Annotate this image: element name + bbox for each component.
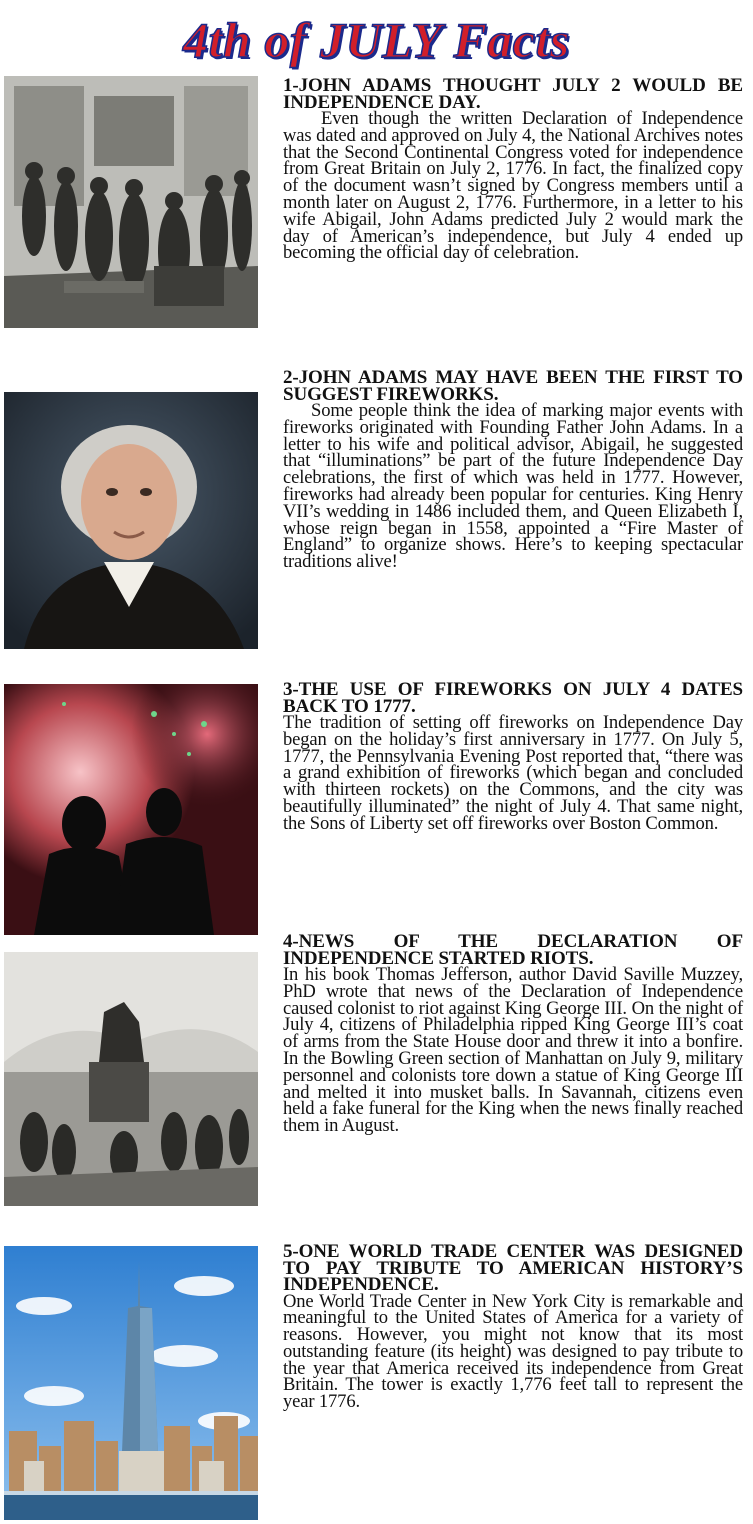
- fact-heading: 1-JOHN ADAMS THOUGHT JULY 2 WOULD BE INDEPENDENCE DAY.: [283, 75, 743, 113]
- declaration-signing-engraving: [4, 76, 258, 328]
- fact-2: [283, 367, 743, 573]
- fact-body: One World Trade Center in New York City is remarkable and meaningful to the United States of America for a variety of reasons. However, you might not know that its most outstanding feature (its height) was designed to pay tribute to the year that America received its independence from Great Britain. The tower is exactly 1,776 feet tall to represent the year 1776.: [283, 1290, 743, 1413]
- statue-riot-engraving: [4, 952, 258, 1206]
- fact-1: [283, 75, 743, 264]
- fact-body: Even though the written Declaration of Independence was dated and approved on July 4, the National Archives notes that the Second Continental Congress voted for independence from Great Britain on July 2, 1776. In fact, the finalized copy of the document wasn’t signed by Congress members until a month later on August 2, 1776. Furthermore, in a letter to his wife Abigail, John Adams predicted July 2 would mark the day of American’s independence, but July 4 ended up becoming the official day of celebration.: [283, 108, 743, 264]
- fact-heading: 5-ONE WORLD TRADE CENTER WAS DESIGNED TO PAY TRIBUTE TO AMERICAN HISTORY’S INDEPENDENCE.: [283, 1241, 743, 1295]
- fact-body: Some people think the idea of marking major events with fireworks originated with Founding Father John Adams. In a letter to his wife and political advisor, Abigail, he suggested that “illuminations” be part of the future Independence Day celebrations, the first of which was held in 1777. However, fireworks had already been popular for centuries. King Henry VII’s wedding in 1486 included them, and Queen Elizabeth I, whose reign began in 1558, appointed a “Fire Master of England” to organize shows. Here’s to keeping spectacular traditions alive!: [283, 400, 743, 573]
- john-adams-portrait: [4, 392, 258, 649]
- fact-5: [283, 1241, 743, 1413]
- page-title: 4th of JULY Facts: [183, 12, 570, 68]
- fact-heading: 4-NEWS OF THE DECLARATION OF INDEPENDENCE STARTED RIOTS.: [283, 931, 743, 969]
- fact-heading: 3-THE USE OF FIREWORKS ON JULY 4 DATES BACK TO 1777.: [283, 679, 743, 717]
- fact-4: [283, 931, 743, 1137]
- fact-3: [283, 679, 743, 834]
- fact-heading: 2-JOHN ADAMS MAY HAVE BEEN THE FIRST TO SUGGEST FIREWORKS.: [283, 367, 743, 405]
- fact-body: The tradition of setting off fireworks on Independence Day began on the holiday’s first anniversary in 1777. On July 5, 1777, the Pennsylvania Evening Post reported that, “there was a grand exhibition of fireworks (which began and concluded with thirteen rockets) on the Commons, and the city was beautifully illuminated” the night of July 4. That same night, the Sons of Liberty set off fireworks over Boston Common.: [283, 712, 743, 834]
- one-world-trade-center-photo: [4, 1246, 258, 1520]
- fact-body: In his book Thomas Jefferson, author David Saville Muzzey, PhD wrote that news of the Declaration of Independence caused colonist to riot against King George III. On the night of July 4, citizens of Philadelphia ripped King George III’s coat of arms from the State House door and threw it into a bonfire. In the Bowling Green section of Manhattan on July 9, military personnel and colonists tore down a statue of King George III and melted it into musket balls. In Savannah, citizens even held a fake funeral for the King when the news finally reached them in August.: [283, 964, 743, 1137]
- fireworks-silhouette-photo: [4, 684, 258, 935]
